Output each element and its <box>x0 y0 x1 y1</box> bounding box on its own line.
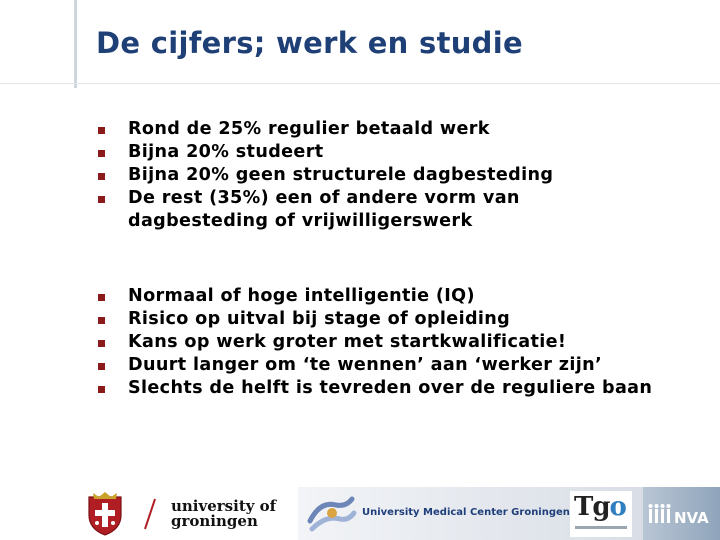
tgo-logo <box>570 491 632 537</box>
square-bullet-icon <box>98 173 105 180</box>
bullet-text: Rond de 25% regulier betaald werk <box>128 119 490 139</box>
tgo-wordmark <box>574 492 626 522</box>
square-bullet-icon <box>98 317 105 324</box>
logo-footer <box>75 487 720 540</box>
square-bullet-icon <box>98 363 105 370</box>
university-crest-icon <box>85 491 125 537</box>
bullet-item <box>96 308 706 331</box>
svg-text:NVA: NVA <box>674 509 709 527</box>
bullet-text: Bijna 20% studeert <box>128 142 324 162</box>
square-bullet-icon <box>98 386 105 393</box>
square-bullet-icon <box>98 340 105 347</box>
divider-slash-icon <box>143 497 157 531</box>
university-groningen-logo <box>75 487 298 540</box>
square-bullet-icon <box>98 196 105 203</box>
bullet-item <box>96 377 706 400</box>
bullet-item <box>96 285 706 308</box>
umcg-name: University Medical Center Groningen <box>362 507 570 518</box>
nva-logo-panel <box>643 487 720 540</box>
bullet-item <box>96 118 706 141</box>
bullet-text: Risico op uitval bij stage of opleiding <box>128 309 511 329</box>
university-wordmark <box>171 499 276 529</box>
university-wordmark-line1: university of <box>171 497 277 515</box>
bullet-item <box>96 187 706 233</box>
bullet-text: Normaal of hoge intelligentie (IQ) <box>128 286 475 306</box>
umcg-hands-icon <box>306 491 358 537</box>
bullet-text: Bijna 20% geen structurele dagbesteding <box>128 165 554 185</box>
bullet-item <box>96 354 706 377</box>
square-bullet-icon <box>98 127 105 134</box>
bullet-text: Duurt langer om ‘te wennen’ aan ‘werker zijn’ <box>128 355 602 375</box>
bullet-item <box>96 141 706 164</box>
title-divider <box>0 83 720 84</box>
bullet-text: Slechts de helft is tevreden over de reguliere baan <box>128 378 653 398</box>
tgo-underline <box>575 526 627 529</box>
square-bullet-icon <box>98 294 105 301</box>
square-bullet-icon <box>98 150 105 157</box>
bullet-item <box>96 331 706 354</box>
nva-logo-icon <box>647 495 717 533</box>
slide-title: De cijfers; werk en studie <box>96 26 523 60</box>
university-wordmark-line2: groningen <box>171 512 258 530</box>
bullet-text-continuation: dagbesteding of vrijwilligerswerk <box>128 211 473 231</box>
title-accent-rule <box>74 0 77 88</box>
bullet-text: Kans op werk groter met startkwalificatie! <box>128 332 567 352</box>
umcg-logo <box>298 487 643 540</box>
bullet-item <box>96 164 706 187</box>
bullet-list-findings <box>96 285 706 400</box>
tgo-o-letter: o <box>609 492 626 522</box>
bullet-text: De rest (35%) een of andere vorm van <box>128 188 520 208</box>
tgo-letters: Tg <box>574 492 610 522</box>
bullet-list-statistics <box>96 118 706 233</box>
